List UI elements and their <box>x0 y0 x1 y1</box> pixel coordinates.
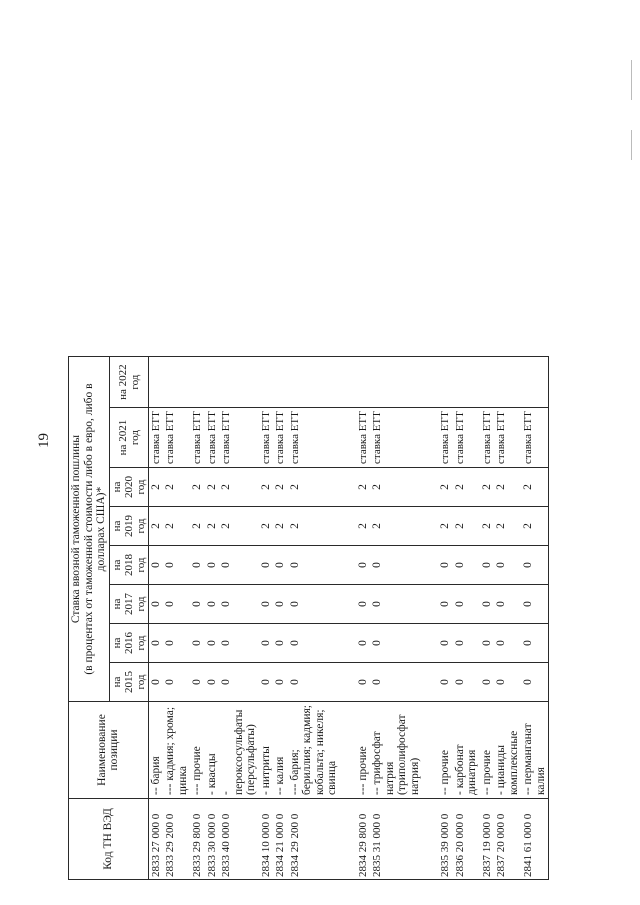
rate-cell: 0 <box>205 585 220 624</box>
rate-cell: 0 <box>219 585 259 624</box>
rate-cell: ставка ЕТТ <box>453 408 480 468</box>
rate-cell: 2 <box>288 507 340 546</box>
rotated-page <box>68 80 558 880</box>
rate-cell: 0 <box>370 663 422 702</box>
rate-cell: 0 <box>205 624 220 663</box>
rate-cell: 0 <box>494 585 521 624</box>
table-row <box>259 357 274 880</box>
rate-cell: 0 <box>356 585 371 624</box>
rate-cell: 0 <box>219 663 259 702</box>
rate-cell: 0 <box>453 624 480 663</box>
rate-cell: 2 <box>205 468 220 507</box>
rate-cell: 2 <box>494 507 521 546</box>
row-code: 2835 39 000 0 <box>438 799 453 880</box>
rate-cell: ставка ЕТТ <box>163 408 190 468</box>
rate-cell: 0 <box>438 585 453 624</box>
rate-cell <box>356 357 371 408</box>
rate-cell: 2 <box>356 507 371 546</box>
rate-cell: 0 <box>453 663 480 702</box>
rate-cell: 0 <box>190 624 205 663</box>
rate-cell <box>163 357 190 408</box>
row-name: - карбонат динатрия <box>453 702 480 799</box>
row-code: 2837 20 000 0 <box>494 799 521 880</box>
rate-cell: 0 <box>438 663 453 702</box>
rate-cell: 0 <box>480 624 495 663</box>
row-name: -- прочие <box>480 702 495 799</box>
rate-cell: 2 <box>521 468 549 507</box>
scan-edge-mark <box>631 60 632 100</box>
rate-cell <box>480 357 495 408</box>
rate-cell: ставка ЕТТ <box>480 408 495 468</box>
rate-cell: 2 <box>521 507 549 546</box>
rate-cell: 0 <box>219 546 259 585</box>
row-code: 2833 29 200 0 <box>163 799 190 880</box>
rate-cell: 0 <box>148 624 163 663</box>
rate-cell: 0 <box>453 585 480 624</box>
row-spacer <box>422 357 438 880</box>
rate-cell: 0 <box>163 624 190 663</box>
row-name: -- прочие <box>438 702 453 799</box>
header-year: на 2018 год <box>109 546 148 585</box>
rate-cell: 2 <box>288 468 340 507</box>
rate-cell: 0 <box>148 546 163 585</box>
rate-cell <box>148 357 163 408</box>
rate-cell: 2 <box>148 507 163 546</box>
rate-cell: 0 <box>273 624 288 663</box>
row-code: 2834 21 000 0 <box>273 799 288 880</box>
rate-cell: 0 <box>259 624 274 663</box>
row-code: 2835 31 000 0 <box>370 799 422 880</box>
rate-cell: 0 <box>148 663 163 702</box>
rate-cell: 0 <box>480 663 495 702</box>
rate-cell: 2 <box>453 468 480 507</box>
rate-cell: 0 <box>453 546 480 585</box>
rate-cell: 0 <box>190 546 205 585</box>
rate-cell: 2 <box>370 507 422 546</box>
scan-edge-mark <box>631 130 632 160</box>
row-name: - пероксосульфаты (персульфаты) <box>219 702 259 799</box>
rate-cell: 2 <box>163 507 190 546</box>
table-row <box>148 357 163 880</box>
row-code: 2836 20 000 0 <box>453 799 480 880</box>
header-rate <box>69 357 110 702</box>
rate-cell: ставка ЕТТ <box>219 408 259 468</box>
rate-cell: 0 <box>494 624 521 663</box>
rate-cell: 0 <box>259 585 274 624</box>
header-year: на 2019 год <box>109 507 148 546</box>
header-year: на 2015 год <box>109 663 148 702</box>
header-year: на 2020 год <box>109 468 148 507</box>
rate-cell <box>219 357 259 408</box>
rate-cell: 0 <box>494 546 521 585</box>
rate-cell: 0 <box>163 663 190 702</box>
rate-cell: ставка ЕТТ <box>190 408 205 468</box>
header-rate-title: Ставка ввозной таможенной пошлины <box>70 434 82 624</box>
rate-cell: ставка ЕТТ <box>438 408 453 468</box>
table-row <box>370 357 422 880</box>
rate-cell: 2 <box>259 507 274 546</box>
header-year: на 2022 год <box>109 357 148 408</box>
rate-cell: ставка ЕТТ <box>148 408 163 468</box>
rate-cell: 0 <box>356 624 371 663</box>
rate-cell: 2 <box>438 507 453 546</box>
row-name: -- бария <box>148 702 163 799</box>
rate-cell: 0 <box>273 546 288 585</box>
rate-cell: ставка ЕТТ <box>259 408 274 468</box>
rate-cell: 0 <box>205 663 220 702</box>
rate-cell: 0 <box>480 585 495 624</box>
rate-cell: ставка ЕТТ <box>521 408 549 468</box>
rate-cell: 2 <box>148 468 163 507</box>
row-name: --- прочие <box>356 702 371 799</box>
table-row <box>521 357 549 880</box>
rate-cell: 2 <box>480 507 495 546</box>
row-name: - цианиды комплексные <box>494 702 521 799</box>
rate-cell: ставка ЕТТ <box>370 408 422 468</box>
rate-cell <box>494 357 521 408</box>
rate-cell: 0 <box>288 585 340 624</box>
rate-cell: 0 <box>521 663 549 702</box>
rate-cell: 2 <box>494 468 521 507</box>
rate-cell: 2 <box>219 468 259 507</box>
row-name: --- прочие <box>190 702 205 799</box>
rate-cell <box>370 357 422 408</box>
tariff-table <box>68 356 549 880</box>
table-row <box>356 357 371 880</box>
row-name: -- трифосфат натрия (триполифосфат натрия) <box>370 702 422 799</box>
rate-cell <box>438 357 453 408</box>
rate-cell: ставка ЕТТ <box>273 408 288 468</box>
rate-cell <box>190 357 205 408</box>
row-code: 2841 61 000 0 <box>521 799 549 880</box>
row-code: 2834 29 200 0 <box>288 799 340 880</box>
table-row <box>163 357 190 880</box>
table-row <box>205 357 220 880</box>
row-name: - квасцы <box>205 702 220 799</box>
rate-cell: 0 <box>370 624 422 663</box>
rate-cell: 0 <box>370 585 422 624</box>
row-code: 2833 29 800 0 <box>190 799 205 880</box>
rate-cell: 2 <box>356 468 371 507</box>
rate-cell: 2 <box>259 468 274 507</box>
row-code: 2833 30 000 0 <box>205 799 220 880</box>
rate-cell <box>273 357 288 408</box>
row-name: --- бария; бериллия; кадмия; кобальта; никеля; свинца <box>288 702 340 799</box>
header-name: Наименование позиции <box>69 702 149 799</box>
row-code: 2834 10 000 0 <box>259 799 274 880</box>
rate-cell: 0 <box>370 546 422 585</box>
header-year: на 2017 год <box>109 585 148 624</box>
rate-cell: 2 <box>190 507 205 546</box>
header-rate-subtitle: (в процентах от таможенной стоимости либо в евро, либо в долларах США)* <box>82 383 107 675</box>
rate-cell: 0 <box>259 663 274 702</box>
rate-cell: ставка ЕТТ <box>494 408 521 468</box>
rate-cell: 0 <box>288 546 340 585</box>
rate-cell: 0 <box>219 624 259 663</box>
rate-cell: ставка ЕТТ <box>288 408 340 468</box>
rate-cell: 2 <box>273 468 288 507</box>
rate-cell: 0 <box>356 663 371 702</box>
rate-cell: 2 <box>370 468 422 507</box>
page-number: 19 <box>36 433 52 448</box>
row-spacer <box>340 357 356 880</box>
rate-cell: 2 <box>453 507 480 546</box>
rate-cell <box>205 357 220 408</box>
rate-cell <box>288 357 340 408</box>
rate-cell <box>521 357 549 408</box>
rate-cell: 0 <box>288 663 340 702</box>
rate-cell: 2 <box>438 468 453 507</box>
rate-cell: 2 <box>480 468 495 507</box>
table-row <box>190 357 205 880</box>
row-name: -- калия <box>273 702 288 799</box>
rate-cell: 0 <box>163 585 190 624</box>
rate-cell: 0 <box>190 585 205 624</box>
header-year: на 2016 год <box>109 624 148 663</box>
rate-cell: 0 <box>438 624 453 663</box>
row-code: 2837 19 000 0 <box>480 799 495 880</box>
row-code: 2833 27 000 0 <box>148 799 163 880</box>
rate-cell: 0 <box>148 585 163 624</box>
header-year: на 2021 год <box>109 408 148 468</box>
table-row <box>453 357 480 880</box>
rate-cell: 0 <box>438 546 453 585</box>
table-row <box>273 357 288 880</box>
rate-cell: 0 <box>190 663 205 702</box>
rate-cell <box>453 357 480 408</box>
row-name: - нитриты <box>259 702 274 799</box>
row-code: 2834 29 800 0 <box>356 799 371 880</box>
rate-cell: 0 <box>356 546 371 585</box>
rate-cell: 0 <box>521 585 549 624</box>
rate-cell <box>259 357 274 408</box>
row-code: 2833 40 000 0 <box>219 799 259 880</box>
rate-cell: 2 <box>190 468 205 507</box>
rate-cell: 2 <box>219 507 259 546</box>
rate-cell: 0 <box>273 663 288 702</box>
rate-cell: 0 <box>494 663 521 702</box>
table-row <box>480 357 495 880</box>
table-row <box>494 357 521 880</box>
rate-cell: 0 <box>288 624 340 663</box>
rate-cell: ставка ЕТТ <box>205 408 220 468</box>
rate-cell: 0 <box>163 546 190 585</box>
rate-cell: 0 <box>205 546 220 585</box>
rate-cell: 2 <box>205 507 220 546</box>
table-row <box>219 357 259 880</box>
rate-cell: 0 <box>521 546 549 585</box>
rate-cell: 2 <box>273 507 288 546</box>
row-name: --- кадмия; хрома; цинка <box>163 702 190 799</box>
rate-cell: 0 <box>259 546 274 585</box>
rate-cell: 0 <box>273 585 288 624</box>
rate-cell: 0 <box>480 546 495 585</box>
header-code: Код ТН ВЭД <box>69 799 149 880</box>
table-row <box>288 357 340 880</box>
rate-cell: 0 <box>521 624 549 663</box>
row-name: -- перманганат калия <box>521 702 549 799</box>
rate-cell: ставка ЕТТ <box>356 408 371 468</box>
rate-cell: 2 <box>163 468 190 507</box>
table-row <box>438 357 453 880</box>
